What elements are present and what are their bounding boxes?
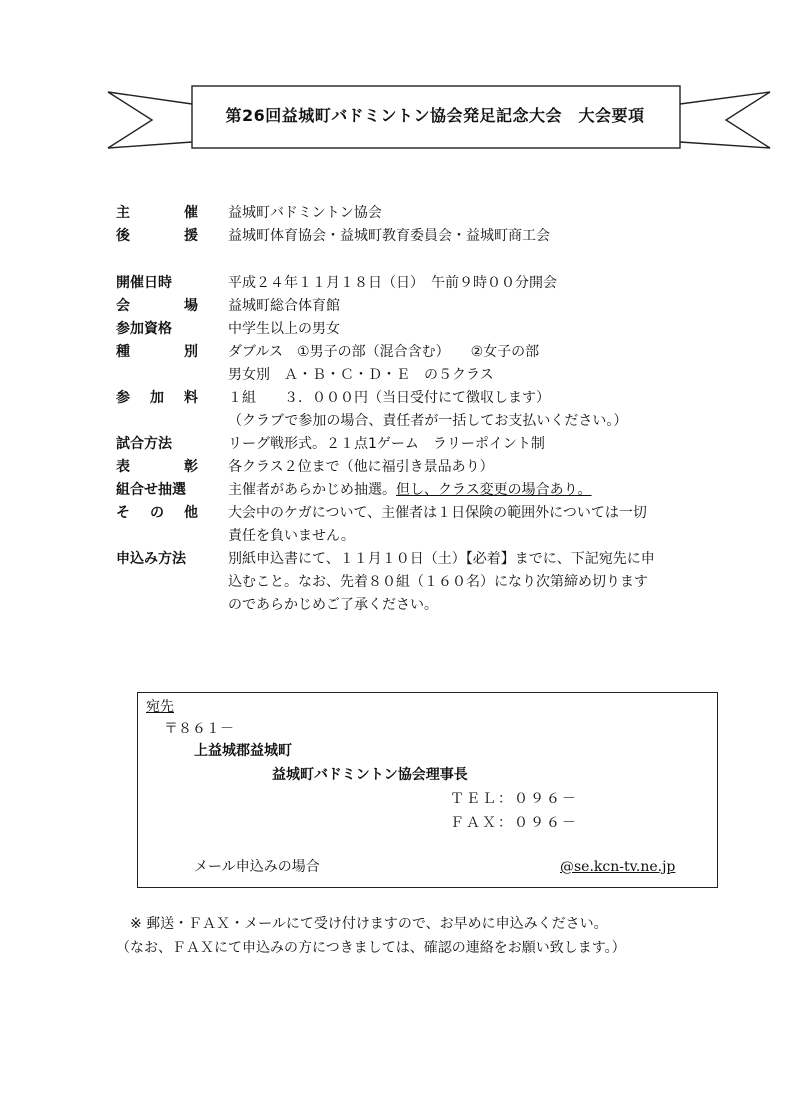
row-label: 表 彰 bbox=[116, 459, 198, 475]
address-heading: 宛先 bbox=[146, 699, 174, 715]
row-awards bbox=[116, 456, 756, 479]
row-venue bbox=[116, 295, 756, 318]
row-value: 中学生以上の男女 bbox=[228, 321, 340, 337]
row-format bbox=[116, 433, 756, 456]
row-sponsor bbox=[116, 225, 756, 248]
row-value: 平成２４年１１月１８日（日） 午前９時００分開会 bbox=[228, 275, 557, 291]
row-fee bbox=[116, 387, 756, 433]
row-value: ダブルス ①男子の部（混合含む） ②女子の部 男女別 Ａ・Ｂ・Ｃ・Ｄ・Ｅ の５クラス bbox=[228, 344, 540, 383]
row-value: 大会中のケガについて、主催者は１日保険の範囲外については一切 責任を負いません。 bbox=[228, 505, 647, 544]
row-label: 種 別 bbox=[116, 344, 198, 360]
row-label: 参 加 料 bbox=[116, 390, 198, 406]
row-value: リーグ戦形式。２１点1ゲーム ラリーポイント制 bbox=[228, 436, 545, 452]
row-eligibility bbox=[116, 318, 756, 341]
page-title: 第26回益城町バドミントン協会発足記念大会 大会要項 bbox=[225, 106, 645, 125]
fax-number: ＦＡＸ：０９６－ bbox=[450, 815, 578, 831]
footer-notes bbox=[116, 912, 626, 960]
row-value: １組 ３．０００円（当日受付にて徴収します） （クラブで参加の場合、責任者が一括してお支払いください。） bbox=[228, 390, 628, 429]
row-date bbox=[116, 272, 756, 295]
row-other bbox=[116, 502, 756, 548]
row-value: 益城町バドミントン協会 bbox=[228, 205, 382, 221]
row-value: 各クラス２位まで（他に福引き景品あり） bbox=[228, 459, 494, 475]
details-list bbox=[116, 202, 756, 617]
row-value: 益城町総合体育館 bbox=[228, 298, 340, 314]
row-draw bbox=[116, 479, 756, 502]
row-label: 試合方法 bbox=[116, 436, 172, 452]
row-label: そ の 他 bbox=[116, 505, 198, 521]
row-value: 益城町体育協会・益城町教育委員会・益城町商工会 bbox=[228, 228, 550, 244]
note-line: ※ 郵送・ＦＡＸ・メールにて受け付けますので、お早めに申込みください。 bbox=[130, 916, 608, 932]
row-label: 申込み方法 bbox=[116, 551, 186, 567]
address-box bbox=[137, 692, 718, 888]
underlined-note: 但し、クラス変更の場合あり。 bbox=[396, 482, 592, 498]
row-label: 開催日時 bbox=[116, 275, 172, 291]
row-value: 主催者があらかじめ抽選。但し、クラス変更の場合あり。 bbox=[228, 482, 592, 498]
address-city: 上益城郡益城町 bbox=[194, 743, 292, 759]
row-label: 参加資格 bbox=[116, 321, 172, 337]
row-label: 会 場 bbox=[116, 298, 198, 314]
note-line: （なお、ＦＡＸにて申込みの方につきましては、確認の連絡をお願い致します。） bbox=[116, 940, 626, 956]
row-value: 別紙申込書にて、１１月１０日（土）【必着】までに、下記宛先に申 込むこと。なお、先着８０組（１６０名）になり次第締め切ります のであらかじめご了承ください。 bbox=[228, 551, 655, 613]
row-organizer bbox=[116, 202, 756, 225]
postal-code: 〒８６１－ bbox=[164, 721, 234, 737]
row-label: 主 催 bbox=[116, 205, 198, 221]
mail-label: メール申込みの場合 bbox=[194, 859, 320, 875]
row-label: 組合せ抽選 bbox=[116, 482, 186, 498]
row-label: 後 援 bbox=[116, 228, 198, 244]
row-category bbox=[116, 341, 756, 387]
address-organization: 益城町バドミントン協会理事長 bbox=[272, 767, 468, 783]
phone-number: ＴＥＬ：０９６－ bbox=[450, 791, 578, 807]
email-address: @se.kcn-tv.ne.jp bbox=[560, 859, 676, 875]
row-application bbox=[116, 548, 756, 617]
